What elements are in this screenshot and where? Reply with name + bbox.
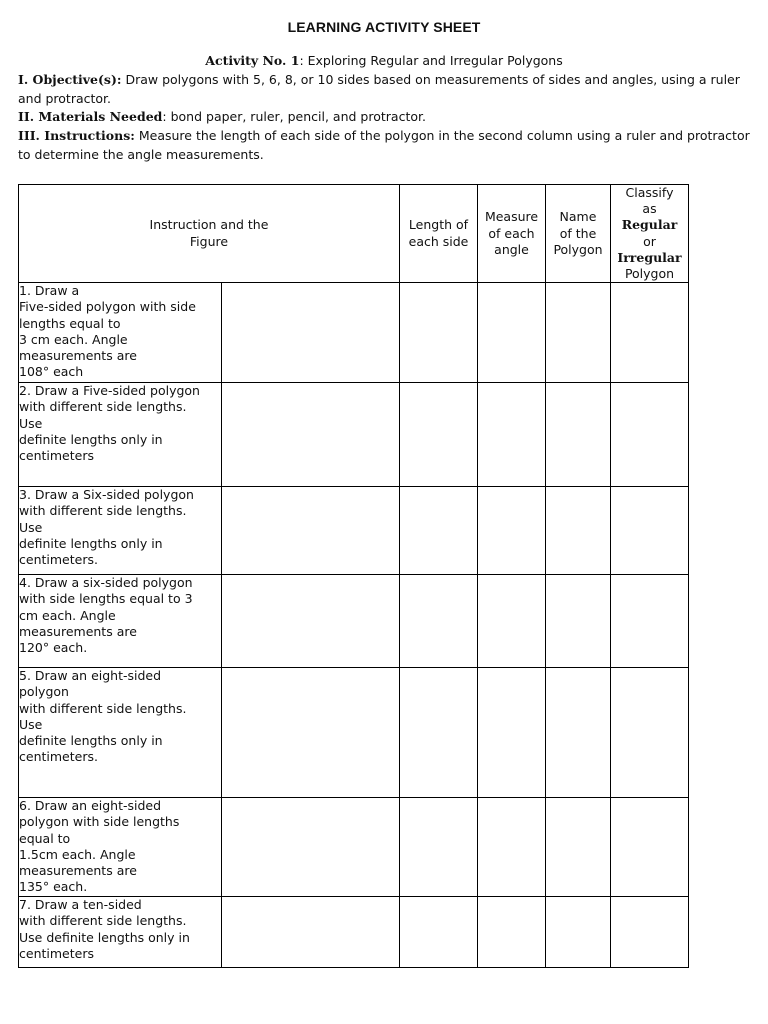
classify-cell[interactable] [611,283,689,383]
length-cell[interactable] [400,487,478,575]
classify-cell[interactable] [611,798,689,897]
row-instruction: 2. Draw a Five-sided polygon with different side lengths. Use definite lengths only in centimeters [19,383,222,487]
name-cell[interactable] [546,897,611,968]
table-row [19,798,689,897]
row-instruction: 3. Draw a Six-sided polygon with different side lengths. Use definite lengths only in centimeters. [19,487,222,575]
name-cell[interactable] [546,487,611,575]
row-instruction: 4. Draw a six-sided polygon with side lengths equal to 3 cm each. Angle measurements are 120° each. [19,575,222,668]
length-cell[interactable] [400,383,478,487]
header-name: Name of the Polygon [546,185,611,283]
measure-cell[interactable] [478,383,546,487]
table-row [19,487,689,575]
materials-section [18,108,758,127]
measure-cell[interactable] [478,487,546,575]
classify-cell[interactable] [611,668,689,798]
length-cell[interactable] [400,668,478,798]
length-cell[interactable] [400,897,478,968]
row-instruction: 6. Draw an eight-sided polygon with side lengths equal to 1.5cm each. Angle measurements are 135° each. [19,798,222,897]
figure-cell[interactable] [222,487,400,575]
objective-label: I. Objective(s): [18,72,122,87]
name-cell[interactable] [546,383,611,487]
table-row [19,668,689,798]
length-cell[interactable] [400,283,478,383]
figure-cell[interactable] [222,283,400,383]
name-cell[interactable] [546,798,611,897]
header-measure: Measure of each angle [478,185,546,283]
row-instruction: 5. Draw an eight-sided polygon with different side lengths. Use definite lengths only in centimeters. [19,668,222,798]
classify-cell[interactable] [611,383,689,487]
length-cell[interactable] [400,575,478,668]
activity-text: : Exploring Regular and Irregular Polygons [299,53,563,68]
measure-cell[interactable] [478,283,546,383]
measure-cell[interactable] [478,798,546,897]
table-row [19,383,689,487]
instructions-section [18,127,758,164]
activity-line [0,53,768,68]
figure-cell[interactable] [222,668,400,798]
sheet-title: LEARNING ACTIVITY SHEET [287,19,481,35]
figure-cell[interactable] [222,897,400,968]
activity-label: Activity No. 1 [205,53,300,68]
table-row [19,575,689,668]
row-instruction: 7. Draw a ten-sided with different side lengths. Use definite lengths only in centimeters [19,897,222,968]
name-cell[interactable] [546,575,611,668]
measure-cell[interactable] [478,897,546,968]
name-cell[interactable] [546,668,611,798]
materials-label: II. Materials Needed [18,109,163,124]
measure-cell[interactable] [478,668,546,798]
materials-text: : bond paper, ruler, pencil, and protractor. [162,109,426,124]
classify-cell[interactable] [611,897,689,968]
header-classify: Classify as Regular or Irregular Polygon [611,185,689,283]
name-cell[interactable] [546,283,611,383]
table-row [19,897,689,968]
instructions-label: III. Instructions: [18,128,135,143]
row-instruction: 1. Draw a Five-sided polygon with side lengths equal to 3 cm each. Angle measurements are 108° each [19,283,222,383]
classify-cell[interactable] [611,487,689,575]
instructions-text: Measure the length of each side of the polygon in the second column using a ruler and protractor to determine the angle measurements. [18,128,750,162]
header-instruction-figure: Instruction and the Figure [19,185,400,283]
activity-table [18,184,689,968]
figure-cell[interactable] [222,798,400,897]
length-cell[interactable] [400,798,478,897]
figure-cell[interactable] [222,575,400,668]
table-row [19,283,689,383]
measure-cell[interactable] [478,575,546,668]
objective-section [18,71,758,108]
table-header-row [19,185,689,283]
objective-text: Draw polygons with 5, 6, 8, or 10 sides based on measurements of sides and angles, using a ruler and protractor. [18,72,740,106]
figure-cell[interactable] [222,383,400,487]
header-length: Length of each side [400,185,478,283]
classify-cell[interactable] [611,575,689,668]
